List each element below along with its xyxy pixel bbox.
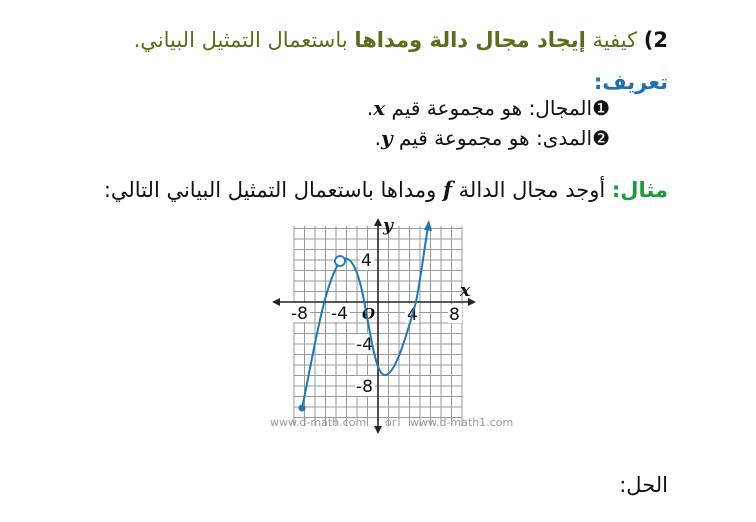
definition-label: تعريف:	[593, 70, 668, 94]
x-tick-neg4: -4	[331, 304, 348, 324]
y-tick-neg4: -4	[356, 335, 373, 355]
heading-number: 2)	[643, 28, 668, 52]
watermark-or: or	[385, 416, 397, 429]
example-label: مثال:	[611, 178, 668, 202]
domain-marker: ❶	[592, 96, 610, 120]
definition-range: ❷المدى: هو مجموعة قيم y.	[374, 126, 610, 150]
closed-endpoint	[299, 405, 306, 412]
solution-label: الحل:	[619, 473, 668, 497]
open-point	[335, 256, 345, 266]
range-marker: ❷	[592, 126, 610, 150]
domain-var: x	[373, 96, 386, 120]
range-var: y	[380, 126, 393, 150]
origin-label: O	[362, 305, 376, 323]
example-func-var: f	[442, 177, 452, 202]
x-tick-8: 8	[449, 305, 460, 325]
x-tick-4: 4	[407, 305, 418, 325]
example-text-after: ومداها باستعمال التمثيل البياني التالي:	[103, 178, 437, 202]
heading-prefix: كيفية	[592, 28, 638, 52]
function-graph	[262, 212, 532, 438]
example	[104, 177, 668, 202]
heading-suffix: باستعمال التمثيل البياني.	[133, 28, 348, 52]
watermark-right: www.d-math1.com	[410, 416, 514, 429]
y-tick-neg8: -8	[356, 377, 373, 397]
heading	[134, 28, 668, 52]
curve-arrow	[424, 220, 432, 231]
x-tick-neg8: -8	[291, 304, 308, 324]
y-axis	[374, 218, 382, 434]
watermark-left: www.d-math.com	[270, 416, 367, 429]
heading-bold: إيجاد مجال دالة ومداها	[354, 28, 586, 52]
y-tick-4: 4	[361, 251, 372, 271]
range-text: المدى: هو مجموعة قيم	[398, 126, 593, 150]
definition-domain: ❶المجال: هو مجموعة قيم x.	[366, 96, 610, 120]
example-text-before: أوجد مجال الدالة	[458, 178, 606, 202]
axis-x-label: x	[460, 281, 471, 301]
axis-y-label: y	[383, 216, 393, 236]
domain-text: المجال: هو مجموعة قيم	[391, 96, 593, 120]
